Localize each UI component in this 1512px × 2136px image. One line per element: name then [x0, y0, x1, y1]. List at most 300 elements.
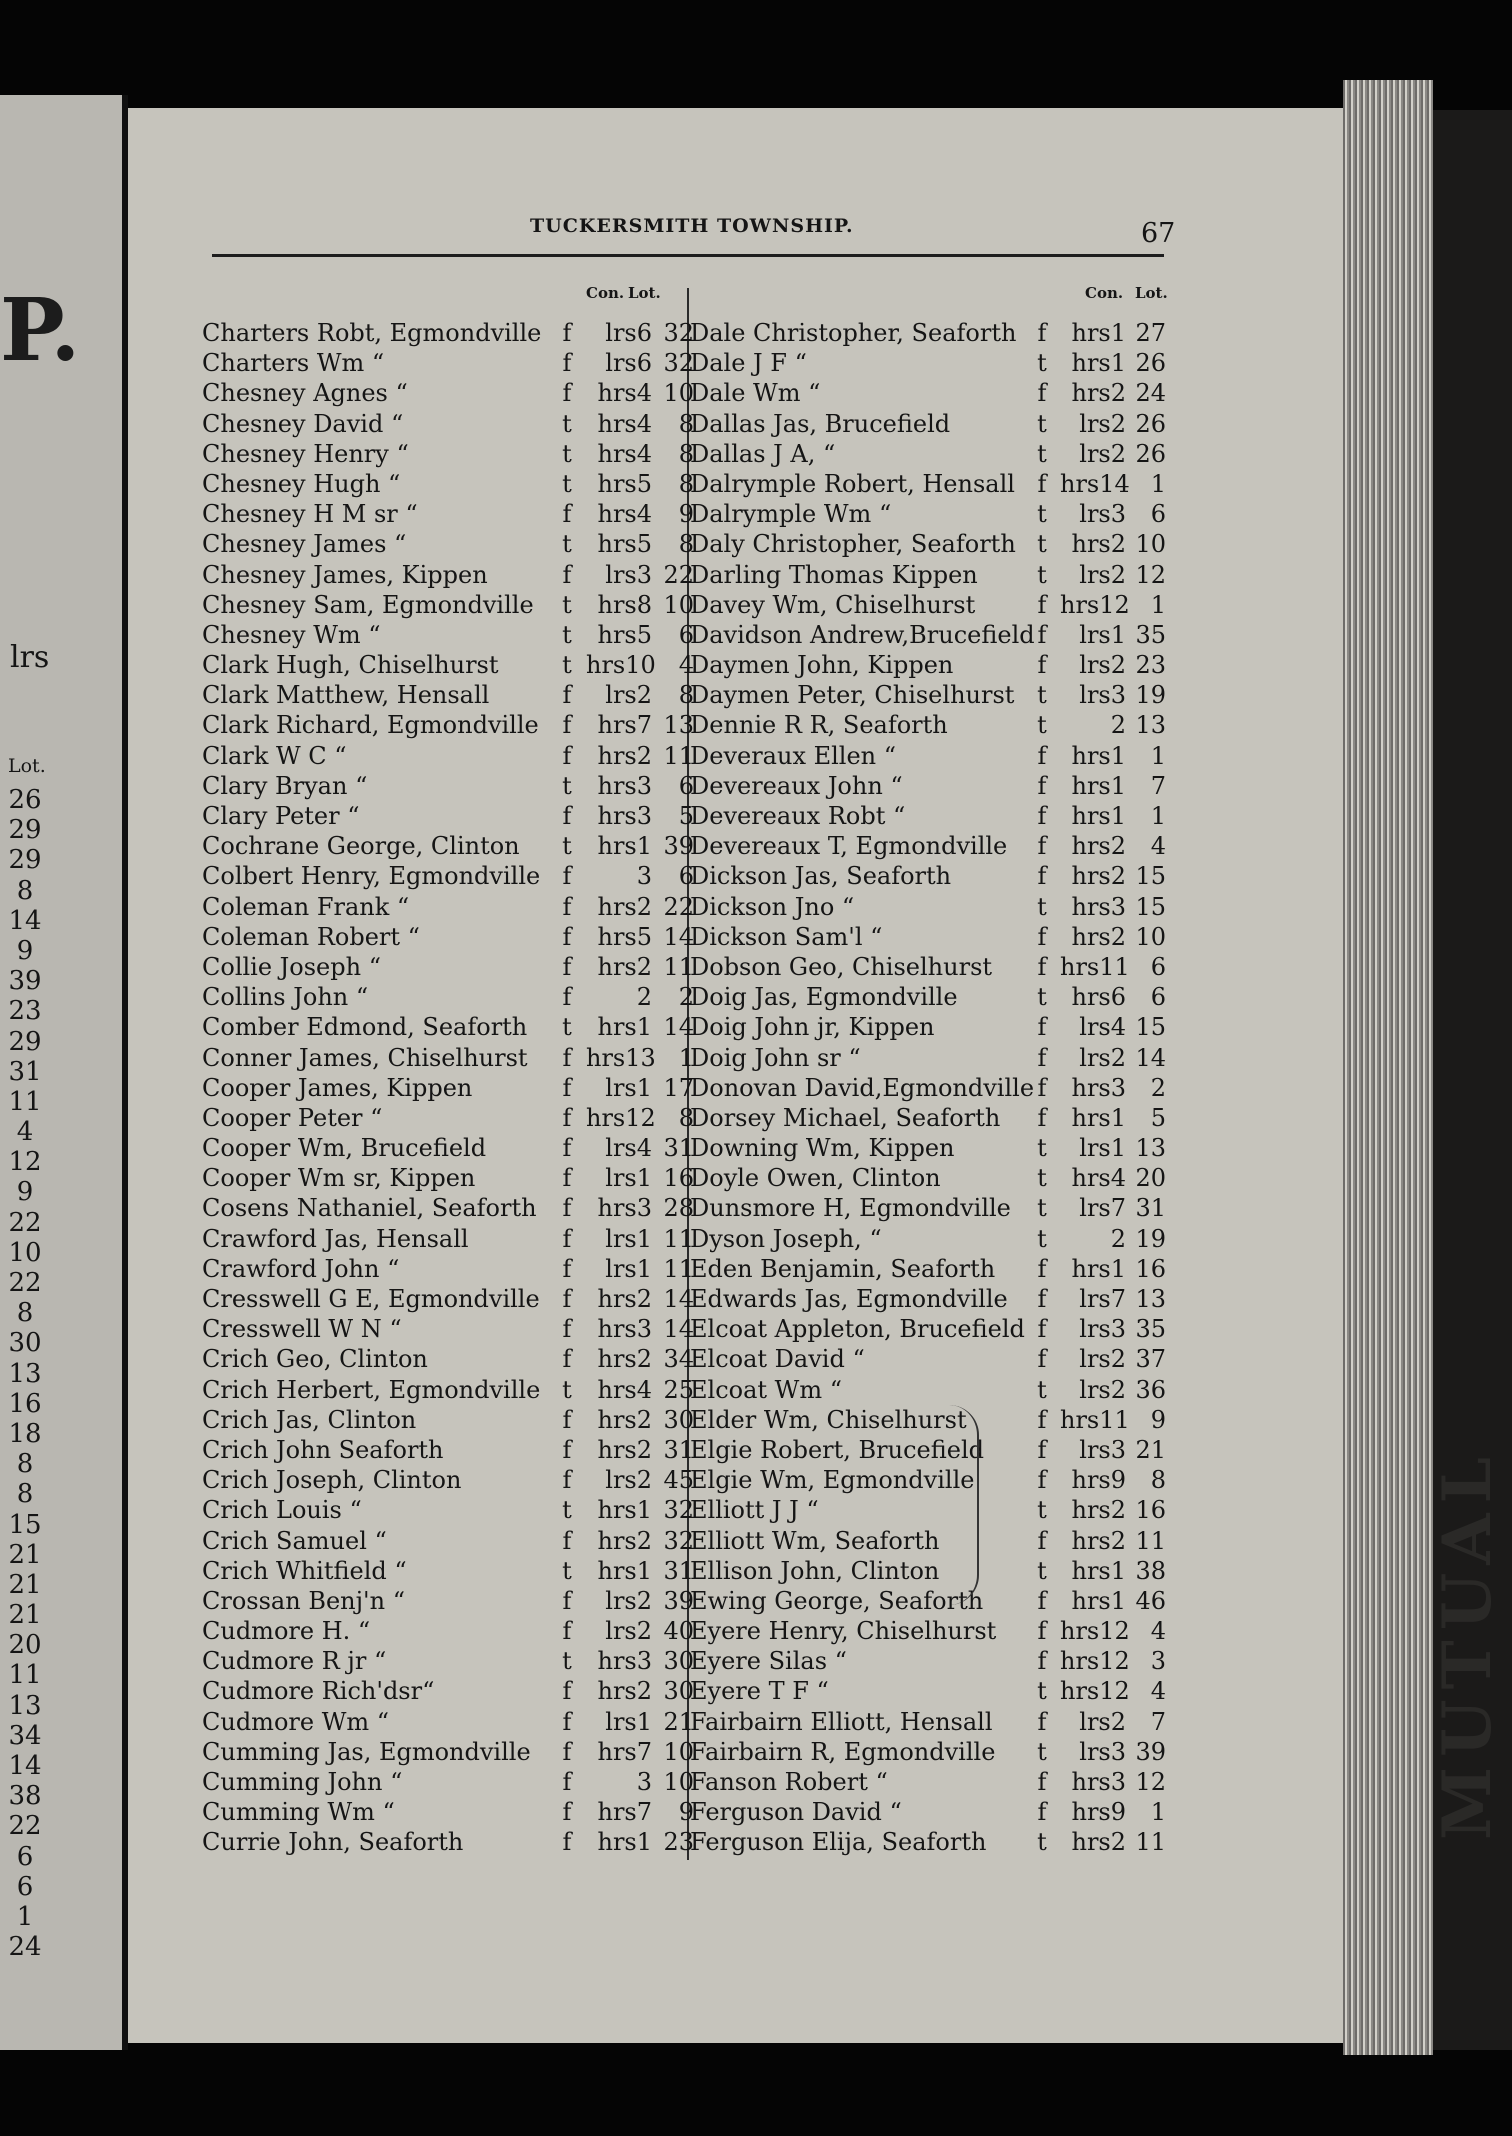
previous-page-lot: 8 [16, 1479, 34, 1510]
entry-tenure: f [562, 741, 572, 770]
entry-lot: 11 [1135, 1526, 1166, 1555]
entry-concession: 2 [1110, 1224, 1126, 1253]
entry-concession: hrs13 [586, 1043, 656, 1072]
entry-name: Chesney H M sr “ [202, 500, 418, 529]
entry-lot: 6 [678, 862, 694, 891]
entry-tenure: f [1037, 379, 1047, 408]
entry-tenure: f [562, 1617, 572, 1646]
entry-lot: 32 [663, 1496, 694, 1525]
entry-tenure: t [1037, 560, 1047, 589]
entry-lot: 23 [1135, 651, 1166, 680]
entry-tenure: f [562, 1586, 572, 1615]
entry-concession: lrs1 [605, 1073, 652, 1102]
entry-concession: hrs4 [597, 439, 652, 468]
entry-name: Chesney James “ [202, 530, 407, 559]
entry-tenure: t [562, 1375, 572, 1404]
entry-concession: hrs9 [1071, 1798, 1126, 1827]
entry-tenure: f [1037, 651, 1047, 680]
entry-concession: hrs12 [1060, 1647, 1130, 1676]
entry-name: Cresswell W N “ [202, 1315, 402, 1344]
previous-page-lot: 29 [8, 815, 42, 846]
entry-concession: hrs5 [597, 530, 652, 559]
entry-lot: 4 [678, 651, 694, 680]
entry-name: Crich Louis “ [202, 1496, 362, 1525]
entry-tenure: f [562, 1677, 572, 1706]
entry-concession: hrs6 [1071, 983, 1126, 1012]
entry-lot: 1 [1150, 802, 1166, 830]
previous-page-lot: 11 [8, 1660, 42, 1691]
entry-concession: 3 [636, 862, 652, 891]
entry-lot: 13 [1135, 711, 1166, 740]
entry-name: Fairbairn R, Egmondville [690, 1737, 996, 1766]
entry-name: Dunsmore H, Egmondville [690, 1194, 1011, 1223]
left-con-header: Con. [586, 284, 625, 302]
entry-lot: 39 [1135, 1737, 1166, 1766]
entry-concession: hrs12 [1060, 1677, 1130, 1706]
entry-tenure: f [562, 500, 572, 529]
entry-concession: hrs3 [597, 802, 652, 830]
entry-lot: 4 [1150, 1677, 1166, 1706]
entry-lot: 10 [663, 1737, 694, 1766]
entry-concession: hrs5 [597, 469, 652, 498]
entry-lot: 16 [1135, 1254, 1166, 1283]
entry-lot: 31 [663, 1556, 694, 1585]
entry-lot: 45 [663, 1466, 694, 1495]
entry-name: Collins John “ [202, 983, 369, 1012]
entry-name: Eyere Silas “ [690, 1647, 847, 1676]
entry-concession: hrs3 [1071, 1073, 1126, 1102]
entry-concession: lrs2 [605, 681, 652, 710]
entry-concession: hrs2 [597, 1677, 652, 1706]
entry-lot: 22 [663, 892, 694, 921]
entry-name: Chesney David “ [202, 409, 404, 438]
entry-tenure: f [562, 1073, 572, 1102]
entry-name: Doig John jr, Kippen [690, 1013, 935, 1042]
entry-concession: lrs2 [1079, 439, 1126, 468]
entry-name: Comber Edmond, Seaforth [202, 1013, 528, 1042]
entry-lot: 4 [1150, 832, 1166, 861]
entry-concession: hrs2 [1071, 862, 1126, 891]
entry-lot: 7 [1150, 1707, 1166, 1736]
entry-name: Crossan Benj'n “ [202, 1586, 406, 1615]
entry-name: Devereaux John “ [690, 771, 903, 800]
entry-concession: hrs2 [597, 892, 652, 921]
entry-concession: hrs2 [1071, 379, 1126, 408]
entry-concession: hrs11 [1060, 952, 1130, 981]
entry-name: Doyle Owen, Clinton [690, 1164, 941, 1193]
entry-name: Clark Richard, Egmondville [202, 711, 539, 740]
entry-tenure: t [1037, 983, 1047, 1012]
entry-tenure: f [1037, 1285, 1047, 1313]
entry-name: Crich Joseph, Clinton [202, 1466, 462, 1495]
entry-concession: hrs11 [1060, 1405, 1130, 1434]
entry-name: Dickson Jno “ [690, 892, 855, 921]
entry-concession: hrs7 [597, 711, 652, 740]
running-head: TUCKERSMITH TOWNSHIP. [530, 215, 854, 237]
entry-tenure: f [1037, 1435, 1047, 1464]
entry-lot: 39 [663, 1586, 694, 1615]
entry-tenure: f [562, 681, 572, 710]
entry-name: Dalrymple Wm “ [690, 500, 892, 529]
entry-tenure: f [562, 319, 572, 347]
entry-concession: hrs2 [1071, 530, 1126, 559]
entry-name: Cooper Peter “ [202, 1103, 383, 1132]
entry-lot: 30 [663, 1647, 694, 1676]
entry-concession: lrs2 [1079, 409, 1126, 438]
entry-concession: lrs3 [1079, 500, 1126, 529]
entry-tenure: f [1037, 1798, 1047, 1827]
entry-tenure: t [562, 1647, 572, 1676]
entry-lot: 14 [663, 1285, 694, 1313]
entry-name: Clark Matthew, Hensall [202, 681, 490, 710]
entry-concession: hrs1 [1071, 741, 1126, 770]
previous-page-lot: 1 [16, 1901, 34, 1932]
entry-concession: hrs4 [597, 379, 652, 408]
entry-lot: 13 [1135, 1134, 1166, 1163]
entry-name: Dobson Geo, Chiselhurst [690, 952, 993, 981]
entry-name: Crawford John “ [202, 1254, 400, 1283]
entry-lot: 8 [1150, 1466, 1166, 1495]
entry-concession: lrs6 [605, 349, 652, 378]
entry-name: Devereaux Robt “ [690, 802, 906, 830]
right-con-header: Con. [1085, 284, 1124, 302]
entry-tenure: t [1037, 892, 1047, 921]
entry-concession: lrs3 [1079, 1435, 1126, 1464]
entry-concession: hrs1 [1071, 1586, 1126, 1615]
entry-concession: lrs2 [605, 1586, 652, 1615]
entry-lot: 2 [678, 983, 694, 1012]
entry-concession: hrs4 [1071, 1164, 1126, 1193]
entry-name: Cumming John “ [202, 1768, 403, 1796]
entry-name: Elliott Wm, Seaforth [690, 1526, 940, 1555]
entry-lot: 6 [1150, 500, 1166, 529]
entry-concession: lrs2 [1079, 1043, 1126, 1072]
entry-lot: 12 [1135, 560, 1166, 589]
entry-lot: 25 [663, 1375, 694, 1404]
entry-concession: hrs12 [1060, 590, 1130, 619]
entry-lot: 11 [663, 952, 694, 981]
entry-concession: lrs7 [1079, 1285, 1126, 1313]
entry-lot: 30 [663, 1677, 694, 1706]
entry-lot: 23 [663, 1828, 694, 1857]
entry-name: Coleman Robert “ [202, 922, 420, 951]
entry-name: Dallas Jas, Brucefield [690, 409, 951, 438]
entry-concession: hrs3 [597, 771, 652, 800]
entry-tenure: t [1037, 711, 1047, 740]
entry-name: Dickson Jas, Seaforth [690, 862, 952, 891]
entry-concession: hrs3 [597, 1647, 652, 1676]
entry-concession: hrs1 [1071, 1103, 1126, 1132]
entry-tenure: f [1037, 469, 1047, 498]
previous-page-lot: 10 [8, 1237, 42, 1268]
entry-concession: hrs12 [1060, 1617, 1130, 1646]
entry-name: Chesney Hugh “ [202, 469, 401, 498]
entry-name: Cooper Wm sr, Kippen [202, 1164, 476, 1193]
previous-page-lot: 22 [8, 1207, 42, 1238]
entry-name: Devereaux T, Egmondville [690, 832, 1008, 861]
entry-lot: 1 [1150, 469, 1166, 498]
previous-page-lot: 21 [8, 1569, 42, 1600]
entry-name: Elgie Wm, Egmondville [690, 1466, 975, 1495]
entry-tenure: f [562, 862, 572, 891]
entry-lot: 9 [1150, 1405, 1166, 1434]
entry-name: Colbert Henry, Egmondville [202, 862, 541, 891]
previous-page-lot: 16 [8, 1388, 42, 1419]
previous-page-lot: 6 [16, 1871, 34, 1902]
previous-page-lot: 24 [8, 1932, 42, 1963]
entry-concession: lrs1 [605, 1254, 652, 1283]
entry-tenure: f [562, 1466, 572, 1495]
entry-lot: 11 [663, 741, 694, 770]
entry-name: Chesney Henry “ [202, 439, 409, 468]
entry-lot: 38 [1135, 1556, 1166, 1585]
entry-name: Eyere T F “ [690, 1677, 829, 1706]
page-edges [1343, 80, 1433, 2055]
entry-tenure: f [562, 379, 572, 408]
previous-page-lot: 15 [8, 1509, 42, 1540]
entry-tenure: f [1037, 1315, 1047, 1344]
entry-concession: hrs7 [597, 1798, 652, 1827]
entry-concession: 2 [636, 983, 652, 1012]
entry-name: Elder Wm, Chiselhurst [690, 1405, 967, 1434]
entry-tenure: t [1037, 439, 1047, 468]
entry-concession: hrs1 [1071, 319, 1126, 347]
entry-lot: 16 [1135, 1496, 1166, 1525]
entry-lot: 8 [678, 681, 694, 710]
previous-page-lot: 29 [8, 845, 42, 876]
entry-name: Clary Bryan “ [202, 771, 368, 800]
entry-concession: hrs1 [597, 1556, 652, 1585]
entry-lot: 24 [1135, 379, 1166, 408]
entry-lot: 5 [1150, 1103, 1166, 1132]
entry-concession: lrs1 [605, 1164, 652, 1193]
entry-name: Doig John sr “ [690, 1043, 861, 1072]
entry-lot: 10 [1135, 922, 1166, 951]
entry-tenure: f [1037, 1013, 1047, 1042]
entry-tenure: f [1037, 862, 1047, 891]
entry-lot: 3 [1150, 1647, 1166, 1676]
previous-page-lot: 34 [8, 1720, 42, 1751]
entry-concession: lrs3 [1079, 1315, 1126, 1344]
entry-concession: lrs2 [1079, 560, 1126, 589]
entry-lot: 8 [678, 409, 694, 438]
entry-lot: 14 [663, 922, 694, 951]
entry-tenure: t [1037, 500, 1047, 529]
entry-lot: 31 [663, 1134, 694, 1163]
entry-lot: 7 [1150, 771, 1166, 800]
entry-name: Dale Wm “ [690, 379, 821, 408]
entry-tenure: f [562, 711, 572, 740]
right-lot-header: Lot. [1135, 284, 1168, 302]
previous-page-heading-fragment: P. [0, 280, 81, 381]
entry-name: Eyere Henry, Chiselhurst [690, 1617, 997, 1646]
entry-tenure: f [562, 983, 572, 1012]
entry-name: Crich Samuel “ [202, 1526, 387, 1555]
entry-concession: hrs12 [586, 1103, 656, 1132]
entry-lot: 26 [1135, 349, 1166, 378]
entry-concession: hrs4 [597, 1375, 652, 1404]
entry-name: Cudmore Wm “ [202, 1707, 390, 1736]
entry-concession: lrs2 [605, 1466, 652, 1495]
entry-concession: lrs2 [1079, 1375, 1126, 1404]
entry-name: Charters Robt, Egmondville [202, 319, 542, 347]
entry-lot: 37 [1135, 1345, 1166, 1374]
entry-concession: hrs4 [597, 500, 652, 529]
entry-tenure: t [1037, 349, 1047, 378]
entry-concession: hrs3 [597, 1194, 652, 1223]
entry-name: Cudmore Rich'dsr“ [202, 1677, 435, 1706]
entry-lot: 32 [663, 319, 694, 347]
previous-page-lot: 6 [16, 1841, 34, 1872]
previous-page-lot: 14 [8, 905, 42, 936]
entry-tenure: f [562, 892, 572, 921]
previous-page-lot: 4 [16, 1117, 34, 1148]
entry-tenure: t [1037, 1194, 1047, 1223]
entry-name: Ferguson David “ [690, 1798, 902, 1827]
entry-lot: 2 [1150, 1073, 1166, 1102]
entry-concession: hrs9 [1071, 1466, 1126, 1495]
entry-name: Dorsey Michael, Seaforth [690, 1103, 1001, 1132]
entry-tenure: f [562, 1224, 572, 1253]
entry-tenure: t [562, 832, 572, 861]
entry-tenure: f [562, 1798, 572, 1827]
entry-lot: 36 [1135, 1375, 1166, 1404]
entry-tenure: f [1037, 771, 1047, 800]
entry-name: Crich John Seaforth [202, 1435, 444, 1464]
entry-tenure: f [562, 560, 572, 589]
entry-name: Cooper Wm, Brucefield [202, 1134, 487, 1163]
entry-lot: 9 [678, 1798, 694, 1827]
entry-tenure: f [562, 1345, 572, 1374]
entry-tenure: f [562, 1768, 572, 1796]
previous-page-lot: 13 [8, 1690, 42, 1721]
entry-name: Collie Joseph “ [202, 952, 381, 981]
previous-page-lot: 38 [8, 1781, 42, 1812]
entry-lot: 40 [663, 1617, 694, 1646]
entry-lot: 34 [663, 1345, 694, 1374]
entry-concession: hrs2 [597, 952, 652, 981]
entry-tenure: f [562, 1164, 572, 1193]
entry-lot: 9 [678, 500, 694, 529]
entry-tenure: t [1037, 1556, 1047, 1585]
entry-concession: lrs3 [1079, 1737, 1126, 1766]
entry-concession: hrs8 [597, 590, 652, 619]
entry-tenure: f [562, 922, 572, 951]
entry-concession: hrs3 [597, 1315, 652, 1344]
entry-concession: 3 [636, 1768, 652, 1796]
entry-name: Crich Jas, Clinton [202, 1405, 417, 1434]
entry-name: Charters Wm “ [202, 349, 385, 378]
entry-tenure: f [1037, 319, 1047, 347]
entry-tenure: t [1037, 1164, 1047, 1193]
entry-concession: lrs1 [1079, 620, 1126, 649]
entry-concession: hrs5 [597, 620, 652, 649]
entry-name: Dallas J A, “ [690, 439, 836, 468]
entry-lot: 13 [1135, 1285, 1166, 1313]
entry-tenure: t [562, 439, 572, 468]
entry-name: Cumming Jas, Egmondville [202, 1737, 531, 1766]
entry-tenure: t [1037, 1134, 1047, 1163]
entry-concession: hrs2 [1071, 832, 1126, 861]
entry-tenure: f [562, 1254, 572, 1283]
entry-tenure: f [1037, 741, 1047, 770]
entry-tenure: t [562, 1496, 572, 1525]
entry-tenure: t [1037, 1828, 1047, 1857]
entry-concession: lrs2 [1079, 1345, 1126, 1374]
entry-lot: 14 [1135, 1043, 1166, 1072]
previous-page-lot: 8 [16, 1449, 34, 1480]
entry-concession: lrs6 [605, 319, 652, 347]
entry-tenure: t [1037, 681, 1047, 710]
previous-page-lot: 22 [8, 1268, 42, 1298]
entry-lot: 10 [663, 590, 694, 619]
entry-name: Currie John, Seaforth [202, 1828, 464, 1857]
entry-lot: 32 [663, 349, 694, 378]
previous-page-lot: 22 [8, 1811, 42, 1842]
entry-lot: 16 [663, 1164, 694, 1193]
handwritten-pencil-mark [947, 1405, 979, 1605]
entry-name: Ellison John, Clinton [690, 1556, 940, 1585]
entry-name: Dale J F “ [690, 349, 807, 378]
entry-name: Daymen John, Kippen [690, 651, 954, 680]
entry-lot: 8 [678, 439, 694, 468]
entry-tenure: t [1037, 1496, 1047, 1525]
previous-page-lot: 30 [8, 1328, 42, 1359]
entry-name: Clark W C “ [202, 741, 347, 770]
entry-lot: 31 [663, 1435, 694, 1464]
previous-page-word-fragment: lrs [10, 640, 50, 675]
entry-tenure: f [1037, 1647, 1047, 1676]
entry-name: Davey Wm, Chiselhurst [690, 590, 976, 619]
entry-name: Cosens Nathaniel, Seaforth [202, 1194, 537, 1223]
entry-name: Davidson Andrew,Brucefield [690, 620, 1035, 649]
entry-concession: hrs3 [1071, 1768, 1126, 1796]
entry-lot: 10 [1135, 530, 1166, 559]
entry-tenure: t [562, 409, 572, 438]
entry-concession: 2 [1110, 711, 1126, 740]
entry-name: Cudmore R jr “ [202, 1647, 387, 1676]
entry-lot: 1 [1150, 741, 1166, 770]
entry-name: Cooper James, Kippen [202, 1073, 473, 1102]
entry-tenure: t [562, 1556, 572, 1585]
previous-page-lot: 14 [8, 1751, 42, 1781]
entry-name: Clary Peter “ [202, 802, 360, 830]
entry-name: Daymen Peter, Chiselhurst [690, 681, 1015, 710]
entry-concession: lrs2 [605, 1617, 652, 1646]
entry-lot: 14 [663, 1315, 694, 1344]
entry-lot: 21 [663, 1707, 694, 1736]
entry-lot: 27 [1135, 319, 1166, 347]
previous-page-fragment [0, 95, 122, 2050]
previous-page-lot: 23 [8, 996, 42, 1027]
previous-page-lot: 8 [16, 875, 34, 906]
entry-concession: lrs1 [1079, 1134, 1126, 1163]
entry-tenure: f [562, 1435, 572, 1464]
entry-tenure: f [1037, 1466, 1047, 1495]
entry-name: Elcoat Appleton, Brucefield [690, 1315, 1025, 1344]
entry-tenure: t [562, 620, 572, 649]
entry-lot: 17 [663, 1073, 694, 1102]
entry-name: Elcoat Wm “ [690, 1375, 842, 1404]
entry-concession: lrs2 [1079, 651, 1126, 680]
entry-name: Ferguson Elija, Seaforth [690, 1828, 987, 1857]
previous-page-lot: 20 [8, 1630, 42, 1661]
entry-lot: 8 [678, 530, 694, 559]
entry-lot: 8 [678, 469, 694, 498]
entry-tenure: f [1037, 1707, 1047, 1736]
entry-concession: hrs2 [597, 1285, 652, 1313]
entry-lot: 32 [663, 1526, 694, 1555]
